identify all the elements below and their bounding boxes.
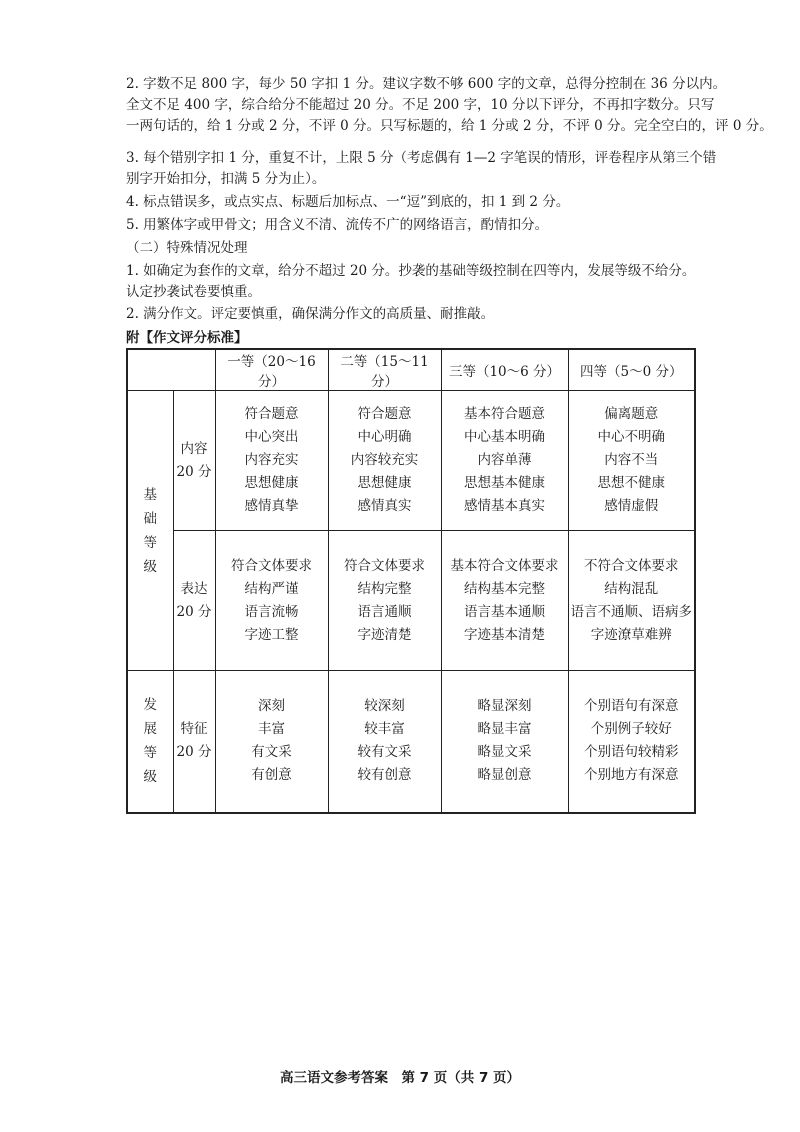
- text-line: 3. 每个错别字扣 1 分，重复不计，上限 5 分（考虑偶有 1—2 字笔误的情形，评卷程序从第三个错: [126, 150, 717, 166]
- criteria-line: 丰富: [258, 721, 285, 738]
- criteria-cell: [568, 531, 695, 671]
- criteria-line: 结构完整: [357, 580, 412, 597]
- criteria-cell: [328, 531, 441, 671]
- group-label-char: 级: [143, 558, 157, 575]
- criteria-line: 结构混乱: [604, 580, 659, 597]
- text-line: 2. 满分作文。评定要慎重，确保满分作文的高质量、耐推敲。: [126, 306, 495, 322]
- table-corner: [127, 349, 215, 391]
- criteria-line: 有文采: [251, 744, 292, 761]
- text-line: 4. 标点错误多，或点实点、标题后加标点、一“逗”到底的，扣 1 到 2 分。: [126, 194, 570, 210]
- table-row: [127, 671, 695, 813]
- criteria-cell: [441, 671, 568, 813]
- criteria-line: 中心基本明确: [464, 429, 545, 445]
- criteria-line: 字迹清楚: [357, 626, 412, 643]
- criteria-line: 较深刻: [364, 698, 405, 715]
- criteria-cell: [328, 671, 441, 813]
- criteria-line: 字迹工整: [244, 626, 299, 643]
- criteria-line: 中心不明确: [597, 429, 665, 445]
- criteria-line: 符合文体要求: [344, 557, 425, 574]
- table-row: [127, 531, 695, 671]
- criteria-line: 个别语句较精彩: [584, 744, 679, 761]
- criteria-line: 思想健康: [357, 475, 412, 491]
- special-heading: [126, 238, 706, 259]
- criteria-cell: [328, 391, 441, 531]
- criteria-cell: [441, 391, 568, 531]
- text-line: 一两句话的，给 1 分或 2 分，不评 0 分。只写标题的，给 1 分或 2 分，不评 0 分。完全空白的，评 0 分。: [126, 118, 773, 134]
- grade-header: 三等（10～6 分）: [441, 349, 568, 391]
- row-label-line: 特征: [180, 721, 208, 738]
- criteria-cell: [215, 531, 328, 671]
- criteria-line: 内容单薄: [477, 452, 532, 468]
- text-line: 5. 用繁体字或甲骨文；用含义不清、流传不广的网络语言，酌情扣分。: [126, 217, 549, 233]
- criteria-line: 较有创意: [357, 767, 412, 784]
- criteria-line: 个别例子较好: [590, 721, 672, 738]
- text-line: （二）特殊情况处理: [126, 240, 248, 256]
- grade-header: 二等（15～11 分）: [328, 349, 441, 391]
- criteria-cell: [568, 391, 695, 531]
- criteria-line: 内容充实: [244, 452, 299, 468]
- criteria-line: 符合题意: [244, 406, 299, 422]
- criteria-cell: [568, 671, 695, 813]
- group-label-char: 等: [143, 534, 157, 551]
- criteria-cell: [441, 531, 568, 671]
- criteria-line: 深刻: [258, 698, 285, 715]
- row-label-feature: [173, 671, 215, 813]
- criteria-line: 有创意: [251, 767, 292, 784]
- criteria-cell: [215, 391, 328, 531]
- text-line: 2. 字数不足 800 字，每少 50 字扣 1 分。建议字数不够 600 字的文章，总得分控制在 36 分以内。: [126, 76, 727, 92]
- row-label-line: 20 分: [176, 744, 212, 761]
- row-label-expression: [173, 531, 215, 671]
- table-row: [127, 391, 695, 531]
- criteria-line: 感情真实: [357, 498, 412, 514]
- criteria-cell: [215, 671, 328, 813]
- criteria-line: 较有文采: [357, 744, 412, 761]
- criteria-line: 字迹潦草难辨: [590, 626, 672, 643]
- row-label-line: 表达: [180, 580, 208, 597]
- criteria-line: 思想健康: [244, 475, 299, 491]
- rule-2: [126, 74, 773, 137]
- criteria-line: 基本符合文体要求: [450, 557, 559, 574]
- text-line: 1. 如确定为套作的文章，给分不超过 20 分。抄袭的基础等级控制在四等内，发展等级不给分。: [126, 263, 696, 279]
- special-rule-2: [126, 304, 706, 325]
- criteria-line: 感情虚假: [604, 498, 659, 514]
- criteria-line: 内容较充实: [350, 452, 419, 468]
- group-label-char: 等: [143, 745, 157, 762]
- criteria-line: 个别语句有深意: [584, 698, 679, 715]
- text-line: 全文不足 400 字，综合给分不能超过 20 分。不足 200 字，10 分以下评分，不再扣字数分。只写: [126, 97, 715, 113]
- criteria-line: 语言通顺: [357, 603, 412, 620]
- criteria-line: 内容不当: [604, 452, 659, 468]
- group-label-char: 展: [143, 721, 157, 738]
- criteria-line: 语言基本通顺: [464, 603, 545, 620]
- rule-3: [126, 148, 717, 190]
- criteria-line: 感情真挚: [244, 498, 299, 514]
- row-label-line: 20 分: [176, 463, 212, 480]
- criteria-line: 略显深刻: [477, 698, 532, 715]
- scoring-table: [126, 348, 696, 814]
- group-label-char: 础: [143, 510, 157, 527]
- criteria-line: 语言不通顺、语病多: [570, 603, 692, 620]
- criteria-line: 略显创意: [477, 767, 532, 784]
- criteria-line: 语言流畅: [244, 603, 299, 620]
- criteria-line: 中心突出: [244, 429, 299, 445]
- group-label-development: [127, 671, 173, 813]
- row-label-line: 20 分: [176, 603, 212, 620]
- rule-4: [126, 192, 706, 213]
- criteria-line: 符合文体要求: [231, 557, 312, 574]
- text-line: 认定抄袭试卷要慎重。: [126, 284, 261, 300]
- rule-5: [126, 215, 706, 236]
- page-footer: 高三语文参考答案 第 7 页（共 7 页）: [279, 1070, 521, 1086]
- criteria-line: 中心明确: [357, 429, 412, 445]
- group-label-char: 级: [143, 769, 157, 786]
- criteria-line: 感情基本真实: [464, 498, 545, 514]
- group-label-char: 基: [143, 486, 157, 503]
- criteria-line: 偏离题意: [604, 406, 659, 422]
- criteria-line: 不符合文体要求: [584, 557, 679, 574]
- row-label-line: 内容: [180, 440, 208, 457]
- criteria-line: 基本符合题意: [464, 406, 545, 422]
- criteria-line: 字迹基本清楚: [464, 626, 545, 643]
- group-label-basic: [127, 391, 173, 671]
- text-line: 别字开始扣分，扣满 5 分为止）。: [126, 171, 326, 187]
- special-rule-1: [126, 261, 706, 303]
- grade-header: 四等（5～0 分）: [568, 349, 695, 391]
- grade-header: 一等（20～16 分）: [215, 349, 328, 391]
- criteria-line: 略显文采: [477, 744, 532, 761]
- criteria-line: 符合题意: [357, 406, 412, 422]
- row-label-content: [173, 391, 215, 531]
- criteria-line: 较丰富: [364, 721, 405, 738]
- appendix-heading: 附【作文评分标准】: [126, 330, 248, 346]
- table-header-row: [127, 349, 695, 391]
- group-label-char: 发: [143, 697, 157, 714]
- criteria-line: 结构基本完整: [464, 580, 545, 597]
- criteria-line: 略显丰富: [477, 721, 532, 738]
- criteria-line: 结构严谨: [244, 580, 299, 597]
- criteria-line: 思想不健康: [597, 475, 665, 491]
- criteria-line: 思想基本健康: [464, 475, 545, 491]
- criteria-line: 个别地方有深意: [584, 767, 679, 784]
